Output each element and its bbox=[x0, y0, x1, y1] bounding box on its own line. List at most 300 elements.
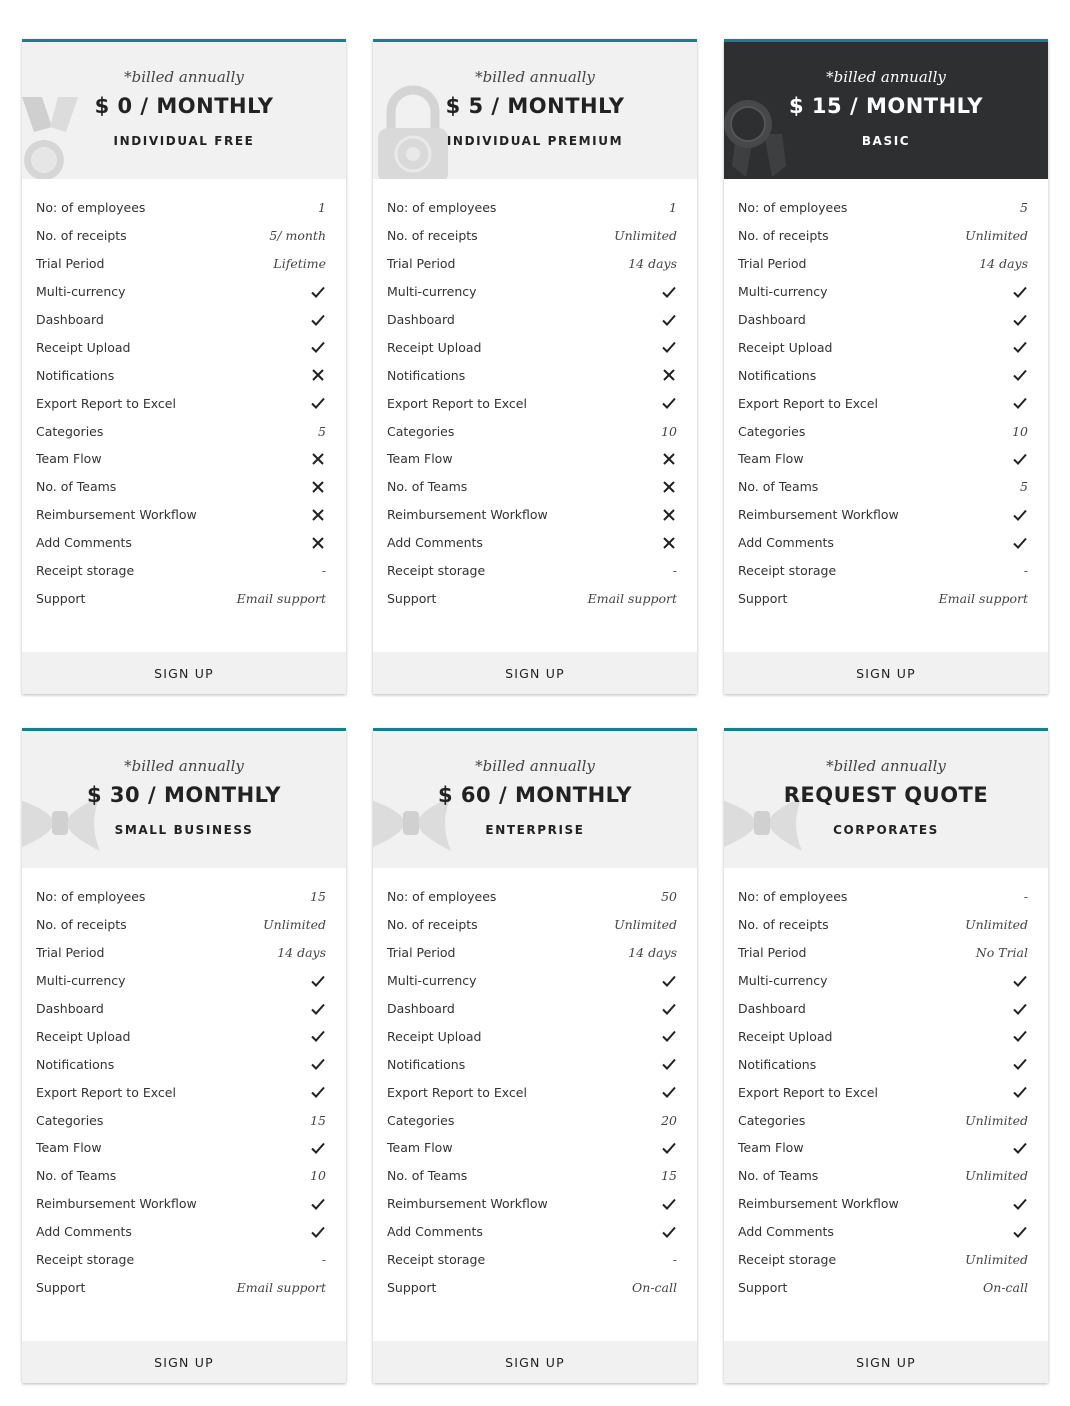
feature-row-support bbox=[387, 1273, 677, 1301]
check-icon bbox=[1012, 451, 1028, 467]
feature-label: No: of employees bbox=[387, 889, 497, 905]
feature-label: No: of employees bbox=[738, 200, 848, 216]
feature-label: Support bbox=[36, 1279, 86, 1295]
cross-icon bbox=[310, 535, 326, 551]
check-icon bbox=[1012, 1196, 1028, 1212]
feature-row-reimbursement-workflow bbox=[387, 1190, 677, 1218]
feature-label: Support bbox=[387, 590, 437, 606]
billing-note: *billed annually bbox=[124, 68, 244, 86]
feature-row-add-comments bbox=[738, 529, 1028, 557]
feature-label: Trial Period bbox=[36, 945, 105, 961]
check-icon bbox=[661, 1001, 677, 1017]
feature-row-receipt-upload bbox=[36, 1022, 326, 1050]
feature-value: Unlimited bbox=[965, 917, 1028, 933]
feature-label: Notifications bbox=[387, 367, 466, 383]
feature-label: Dashboard bbox=[387, 312, 455, 327]
plan-price: $ 15 / MONTHLY bbox=[789, 94, 983, 118]
feature-value: Unlimited bbox=[263, 917, 326, 933]
feature-label: Team Flow bbox=[387, 451, 453, 467]
feature-row-notifications bbox=[36, 361, 326, 389]
check-icon bbox=[661, 339, 677, 355]
feature-label: Notifications bbox=[36, 1056, 115, 1072]
feature-label: Categories bbox=[738, 1112, 806, 1128]
feature-label: Notifications bbox=[738, 1056, 817, 1072]
cross-icon bbox=[661, 367, 677, 383]
plan-price: REQUEST QUOTE bbox=[783, 783, 989, 807]
feature-row-no-of-receipts bbox=[738, 222, 1028, 250]
feature-value: On-call bbox=[983, 1279, 1028, 1295]
feature-row-receipt-storage bbox=[738, 557, 1028, 585]
feature-row-receipt-upload bbox=[738, 333, 1028, 361]
feature-row-add-comments bbox=[387, 529, 677, 557]
feature-label: Categories bbox=[387, 1112, 455, 1128]
plan-name: INDIVIDUAL PREMIUM bbox=[446, 134, 624, 148]
feature-label: Team Flow bbox=[36, 1140, 102, 1156]
cross-icon bbox=[661, 507, 677, 523]
feature-label: Dashboard bbox=[36, 1001, 104, 1016]
feature-label: Categories bbox=[36, 1112, 104, 1128]
feature-row-receipt-storage bbox=[738, 1246, 1028, 1274]
feature-label: No. of Teams bbox=[387, 479, 468, 495]
feature-row-no-of-employees bbox=[387, 883, 677, 911]
check-icon bbox=[1012, 284, 1028, 300]
cross-icon bbox=[661, 535, 677, 551]
feature-label: Categories bbox=[738, 423, 806, 439]
feature-label: Notifications bbox=[738, 367, 817, 383]
check-icon bbox=[661, 973, 677, 989]
feature-label: Receipt Upload bbox=[738, 1028, 833, 1044]
feature-row-categories bbox=[36, 417, 326, 445]
feature-label: Export Report to Excel bbox=[738, 395, 878, 411]
check-icon bbox=[1012, 1140, 1028, 1156]
feature-row-receipt-storage bbox=[36, 1246, 326, 1274]
check-icon bbox=[661, 1140, 677, 1156]
check-icon bbox=[310, 1001, 326, 1017]
feature-value: 50 bbox=[661, 889, 677, 905]
cross-icon bbox=[310, 451, 326, 467]
feature-label: Receipt Upload bbox=[36, 1028, 131, 1044]
feature-row-no-of-teams bbox=[387, 1162, 677, 1190]
feature-value: 14 days bbox=[628, 256, 677, 272]
feature-label: No. of Teams bbox=[738, 1168, 819, 1184]
card-header bbox=[22, 42, 346, 179]
check-icon bbox=[1012, 1056, 1028, 1072]
feature-row-no-of-employees bbox=[36, 194, 326, 222]
plan-name: CORPORATES bbox=[833, 823, 939, 837]
feature-value: Email support bbox=[938, 590, 1028, 606]
feature-row-no-of-receipts bbox=[36, 222, 326, 250]
feature-label: Receipt Upload bbox=[387, 339, 482, 355]
feature-row-reimbursement-workflow bbox=[738, 1190, 1028, 1218]
feature-label: Reimbursement Workflow bbox=[738, 1196, 899, 1212]
feature-row-export-report-to-excel bbox=[387, 1078, 677, 1106]
feature-value: Unlimited bbox=[614, 917, 677, 933]
feature-label: No. of receipts bbox=[36, 917, 127, 933]
feature-row-trial-period bbox=[387, 250, 677, 278]
check-icon bbox=[310, 1084, 326, 1100]
feature-value: 1 bbox=[669, 200, 677, 216]
cross-icon bbox=[310, 507, 326, 523]
feature-label: Export Report to Excel bbox=[387, 1084, 527, 1100]
feature-label: No: of employees bbox=[387, 200, 497, 216]
feature-value: 5 bbox=[1020, 479, 1028, 495]
feature-row-no-of-teams bbox=[387, 473, 677, 501]
feature-label: No. of Teams bbox=[387, 1168, 468, 1184]
feature-label: Categories bbox=[36, 423, 104, 439]
feature-row-trial-period bbox=[36, 939, 326, 967]
check-icon bbox=[1012, 367, 1028, 383]
feature-label: Multi-currency bbox=[387, 973, 477, 989]
check-icon bbox=[310, 1196, 326, 1212]
feature-row-export-report-to-excel bbox=[36, 389, 326, 417]
feature-row-support bbox=[387, 584, 677, 612]
feature-row-no-of-teams bbox=[738, 473, 1028, 501]
feature-row-notifications bbox=[36, 1050, 326, 1078]
feature-row-receipt-upload bbox=[387, 1022, 677, 1050]
feature-label: Multi-currency bbox=[36, 284, 126, 300]
billing-note: *billed annually bbox=[826, 757, 946, 775]
feature-label: No. of receipts bbox=[36, 228, 127, 244]
feature-label: Reimbursement Workflow bbox=[36, 507, 197, 523]
feature-label: Multi-currency bbox=[738, 973, 828, 989]
feature-row-no-of-teams bbox=[36, 473, 326, 501]
feature-value: - bbox=[672, 563, 677, 579]
feature-label: Trial Period bbox=[738, 256, 807, 272]
feature-row-reimbursement-workflow bbox=[36, 1190, 326, 1218]
feature-label: Notifications bbox=[36, 367, 115, 383]
feature-row-trial-period bbox=[738, 939, 1028, 967]
feature-label: Receipt storage bbox=[36, 563, 135, 579]
feature-label: Trial Period bbox=[36, 256, 105, 272]
feature-value: No Trial bbox=[975, 945, 1028, 961]
feature-value: - bbox=[1023, 889, 1028, 905]
feature-value: - bbox=[1023, 563, 1028, 579]
feature-row-support bbox=[36, 1273, 326, 1301]
check-icon bbox=[661, 284, 677, 300]
feature-label: No: of employees bbox=[738, 889, 848, 905]
feature-value: 1 bbox=[318, 200, 326, 216]
feature-value: 15 bbox=[661, 1168, 677, 1184]
feature-label: Dashboard bbox=[738, 1001, 806, 1016]
feature-row-receipt-upload bbox=[387, 333, 677, 361]
feature-row-no-of-employees bbox=[738, 194, 1028, 222]
check-icon bbox=[1012, 507, 1028, 523]
feature-row-trial-period bbox=[738, 250, 1028, 278]
feature-row-multi-currency bbox=[738, 967, 1028, 995]
feature-label: Trial Period bbox=[387, 945, 456, 961]
feature-row-no-of-receipts bbox=[387, 911, 677, 939]
feature-label: Export Report to Excel bbox=[36, 1084, 176, 1100]
check-icon bbox=[310, 395, 326, 411]
check-icon bbox=[1012, 339, 1028, 355]
feature-value: 14 days bbox=[979, 256, 1028, 272]
feature-row-categories bbox=[387, 417, 677, 445]
plan-name: BASIC bbox=[861, 134, 911, 148]
feature-row-export-report-to-excel bbox=[387, 389, 677, 417]
feature-row-export-report-to-excel bbox=[36, 1078, 326, 1106]
feature-row-multi-currency bbox=[387, 278, 677, 306]
feature-label: Add Comments bbox=[738, 1224, 834, 1240]
feature-value: Unlimited bbox=[614, 228, 677, 244]
feature-list bbox=[22, 868, 346, 1301]
feature-label: Add Comments bbox=[387, 1224, 483, 1240]
feature-row-multi-currency bbox=[738, 278, 1028, 306]
plan-name: INDIVIDUAL FREE bbox=[113, 134, 255, 148]
card-header bbox=[373, 42, 697, 179]
card-header bbox=[373, 731, 697, 868]
billing-note: *billed annually bbox=[475, 757, 595, 775]
check-icon bbox=[661, 1084, 677, 1100]
sign-up-button[interactable]: SIGN UP bbox=[22, 1341, 346, 1383]
feature-label: No. of Teams bbox=[738, 479, 819, 495]
feature-label: Receipt storage bbox=[36, 1252, 135, 1268]
feature-row-export-report-to-excel bbox=[738, 389, 1028, 417]
feature-row-receipt-storage bbox=[36, 557, 326, 585]
feature-list bbox=[22, 179, 346, 612]
feature-row-reimbursement-workflow bbox=[36, 501, 326, 529]
feature-value: 10 bbox=[1012, 423, 1028, 439]
feature-list bbox=[724, 179, 1048, 612]
feature-label: Export Report to Excel bbox=[36, 395, 176, 411]
feature-label: Dashboard bbox=[36, 312, 104, 327]
feature-value: Email support bbox=[587, 590, 677, 606]
plan-price: $ 0 / MONTHLY bbox=[94, 94, 274, 118]
plan-price: $ 5 / MONTHLY bbox=[445, 94, 625, 118]
check-icon bbox=[1012, 1224, 1028, 1240]
feature-label: Receipt storage bbox=[387, 563, 486, 579]
feature-row-multi-currency bbox=[387, 967, 677, 995]
pricing-card-individual-free bbox=[22, 39, 346, 694]
check-icon bbox=[1012, 312, 1028, 328]
pricing-card-enterprise bbox=[373, 728, 697, 1383]
plan-price: $ 30 / MONTHLY bbox=[87, 783, 281, 807]
feature-row-trial-period bbox=[387, 939, 677, 967]
check-icon bbox=[661, 1224, 677, 1240]
feature-row-multi-currency bbox=[36, 967, 326, 995]
feature-label: No. of receipts bbox=[387, 228, 478, 244]
feature-row-dashboard bbox=[387, 995, 677, 1023]
check-icon bbox=[661, 1056, 677, 1072]
feature-row-categories bbox=[738, 417, 1028, 445]
feature-label: Support bbox=[36, 590, 86, 606]
feature-row-team-flow bbox=[738, 1134, 1028, 1162]
feature-list bbox=[373, 868, 697, 1301]
check-icon bbox=[1012, 973, 1028, 989]
feature-label: Receipt storage bbox=[387, 1252, 486, 1268]
check-icon bbox=[661, 1196, 677, 1212]
sign-up-button[interactable]: SIGN UP bbox=[724, 1341, 1048, 1383]
cross-icon bbox=[661, 451, 677, 467]
check-icon bbox=[310, 1224, 326, 1240]
feature-list bbox=[373, 179, 697, 612]
feature-row-no-of-teams bbox=[36, 1162, 326, 1190]
feature-row-notifications bbox=[738, 361, 1028, 389]
sign-up-button[interactable]: SIGN UP bbox=[22, 652, 346, 694]
feature-label: Export Report to Excel bbox=[738, 1084, 878, 1100]
feature-row-no-of-teams bbox=[738, 1162, 1028, 1190]
feature-label: Add Comments bbox=[387, 535, 483, 551]
feature-row-add-comments bbox=[36, 529, 326, 557]
feature-row-notifications bbox=[738, 1050, 1028, 1078]
check-icon bbox=[1012, 395, 1028, 411]
feature-row-categories bbox=[36, 1106, 326, 1134]
feature-list bbox=[724, 868, 1048, 1301]
feature-row-dashboard bbox=[738, 995, 1028, 1023]
feature-value: - bbox=[672, 1252, 677, 1268]
check-icon bbox=[310, 1056, 326, 1072]
feature-label: Reimbursement Workflow bbox=[738, 507, 899, 523]
feature-row-reimbursement-workflow bbox=[738, 501, 1028, 529]
feature-label: Reimbursement Workflow bbox=[387, 1196, 548, 1212]
feature-label: No. of receipts bbox=[738, 917, 829, 933]
feature-label: Dashboard bbox=[738, 312, 806, 327]
feature-row-no-of-employees bbox=[387, 194, 677, 222]
sign-up-button[interactable]: SIGN UP bbox=[724, 652, 1048, 694]
check-icon bbox=[1012, 1028, 1028, 1044]
feature-value: Email support bbox=[236, 590, 326, 606]
pricing-card-basic bbox=[724, 39, 1048, 694]
feature-value: Unlimited bbox=[965, 1168, 1028, 1184]
feature-value: 14 days bbox=[277, 945, 326, 961]
card-header bbox=[724, 42, 1048, 179]
feature-value: 10 bbox=[310, 1168, 326, 1184]
feature-label: Receipt Upload bbox=[387, 1028, 482, 1044]
feature-value: 5/ month bbox=[269, 228, 326, 244]
check-icon bbox=[310, 973, 326, 989]
feature-label: No. of receipts bbox=[738, 228, 829, 244]
feature-row-team-flow bbox=[36, 1134, 326, 1162]
feature-label: Export Report to Excel bbox=[387, 395, 527, 411]
feature-value: 5 bbox=[1020, 200, 1028, 216]
feature-row-no-of-employees bbox=[36, 883, 326, 911]
billing-note: *billed annually bbox=[475, 68, 595, 86]
feature-row-receipt-storage bbox=[387, 1246, 677, 1274]
feature-value: On-call bbox=[632, 1279, 677, 1295]
check-icon bbox=[310, 1028, 326, 1044]
billing-note: *billed annually bbox=[124, 757, 244, 775]
feature-label: No. of Teams bbox=[36, 1168, 117, 1184]
feature-label: Multi-currency bbox=[387, 284, 477, 300]
feature-row-support bbox=[36, 584, 326, 612]
feature-label: Support bbox=[738, 590, 788, 606]
feature-label: Reimbursement Workflow bbox=[387, 507, 548, 523]
pricing-card-individual-premium bbox=[373, 39, 697, 694]
feature-label: Support bbox=[387, 1279, 437, 1295]
plan-name: ENTERPRISE bbox=[485, 823, 585, 837]
check-icon bbox=[310, 312, 326, 328]
feature-label: Add Comments bbox=[738, 535, 834, 551]
feature-label: Dashboard bbox=[387, 1001, 455, 1016]
feature-label: Support bbox=[738, 1279, 788, 1295]
feature-row-dashboard bbox=[36, 995, 326, 1023]
feature-label: No: of employees bbox=[36, 889, 146, 905]
feature-row-categories bbox=[387, 1106, 677, 1134]
feature-value: 5 bbox=[318, 423, 326, 439]
plan-name: SMALL BUSINESS bbox=[114, 823, 254, 837]
feature-row-notifications bbox=[387, 361, 677, 389]
feature-row-team-flow bbox=[738, 445, 1028, 473]
feature-row-notifications bbox=[387, 1050, 677, 1078]
feature-row-export-report-to-excel bbox=[738, 1078, 1028, 1106]
plan-price: $ 60 / MONTHLY bbox=[438, 783, 632, 807]
feature-value: 14 days bbox=[628, 945, 677, 961]
feature-row-no-of-receipts bbox=[387, 222, 677, 250]
feature-value: Unlimited bbox=[965, 1112, 1028, 1128]
feature-label: No: of employees bbox=[36, 200, 146, 216]
check-icon bbox=[1012, 1001, 1028, 1017]
feature-label: No. of Teams bbox=[36, 479, 117, 495]
sign-up-button[interactable]: SIGN UP bbox=[373, 1341, 697, 1383]
feature-row-dashboard bbox=[36, 306, 326, 334]
feature-label: Receipt Upload bbox=[738, 339, 833, 355]
check-icon bbox=[661, 1028, 677, 1044]
check-icon bbox=[1012, 1084, 1028, 1100]
feature-row-dashboard bbox=[387, 306, 677, 334]
feature-label: Trial Period bbox=[738, 945, 807, 961]
feature-row-add-comments bbox=[738, 1218, 1028, 1246]
feature-row-trial-period bbox=[36, 250, 326, 278]
check-icon bbox=[1012, 535, 1028, 551]
feature-label: No. of receipts bbox=[387, 917, 478, 933]
feature-row-add-comments bbox=[36, 1218, 326, 1246]
feature-label: Team Flow bbox=[738, 1140, 804, 1156]
feature-row-no-of-receipts bbox=[738, 911, 1028, 939]
feature-label: Multi-currency bbox=[738, 284, 828, 300]
feature-label: Team Flow bbox=[387, 1140, 453, 1156]
feature-label: Receipt storage bbox=[738, 563, 837, 579]
feature-label: Multi-currency bbox=[36, 973, 126, 989]
feature-label: Notifications bbox=[387, 1056, 466, 1072]
feature-value: Unlimited bbox=[965, 1252, 1028, 1268]
feature-row-support bbox=[738, 1273, 1028, 1301]
feature-value: 15 bbox=[310, 889, 326, 905]
check-icon bbox=[310, 1140, 326, 1156]
check-icon bbox=[661, 312, 677, 328]
feature-row-receipt-upload bbox=[738, 1022, 1028, 1050]
feature-label: Add Comments bbox=[36, 535, 132, 551]
feature-row-receipt-upload bbox=[36, 333, 326, 361]
feature-value: Email support bbox=[236, 1279, 326, 1295]
feature-value: 20 bbox=[661, 1112, 677, 1128]
feature-label: Reimbursement Workflow bbox=[36, 1196, 197, 1212]
card-header bbox=[724, 731, 1048, 868]
cross-icon bbox=[310, 479, 326, 495]
feature-row-support bbox=[738, 584, 1028, 612]
cross-icon bbox=[661, 479, 677, 495]
feature-value: 10 bbox=[661, 423, 677, 439]
billing-note: *billed annually bbox=[826, 68, 946, 86]
feature-label: Receipt Upload bbox=[36, 339, 131, 355]
feature-row-multi-currency bbox=[36, 278, 326, 306]
feature-label: Receipt storage bbox=[738, 1252, 837, 1268]
feature-label: Add Comments bbox=[36, 1224, 132, 1240]
feature-value: Unlimited bbox=[965, 228, 1028, 244]
check-icon bbox=[310, 339, 326, 355]
feature-row-team-flow bbox=[36, 445, 326, 473]
feature-value: Lifetime bbox=[273, 256, 326, 272]
feature-row-team-flow bbox=[387, 445, 677, 473]
feature-label: Team Flow bbox=[36, 451, 102, 467]
sign-up-button[interactable]: SIGN UP bbox=[373, 652, 697, 694]
pricing-card-corporates bbox=[724, 728, 1048, 1383]
feature-row-no-of-employees bbox=[738, 883, 1028, 911]
feature-row-categories bbox=[738, 1106, 1028, 1134]
feature-value: - bbox=[321, 563, 326, 579]
feature-row-reimbursement-workflow bbox=[387, 501, 677, 529]
feature-row-no-of-receipts bbox=[36, 911, 326, 939]
card-header bbox=[22, 731, 346, 868]
feature-row-receipt-storage bbox=[387, 557, 677, 585]
